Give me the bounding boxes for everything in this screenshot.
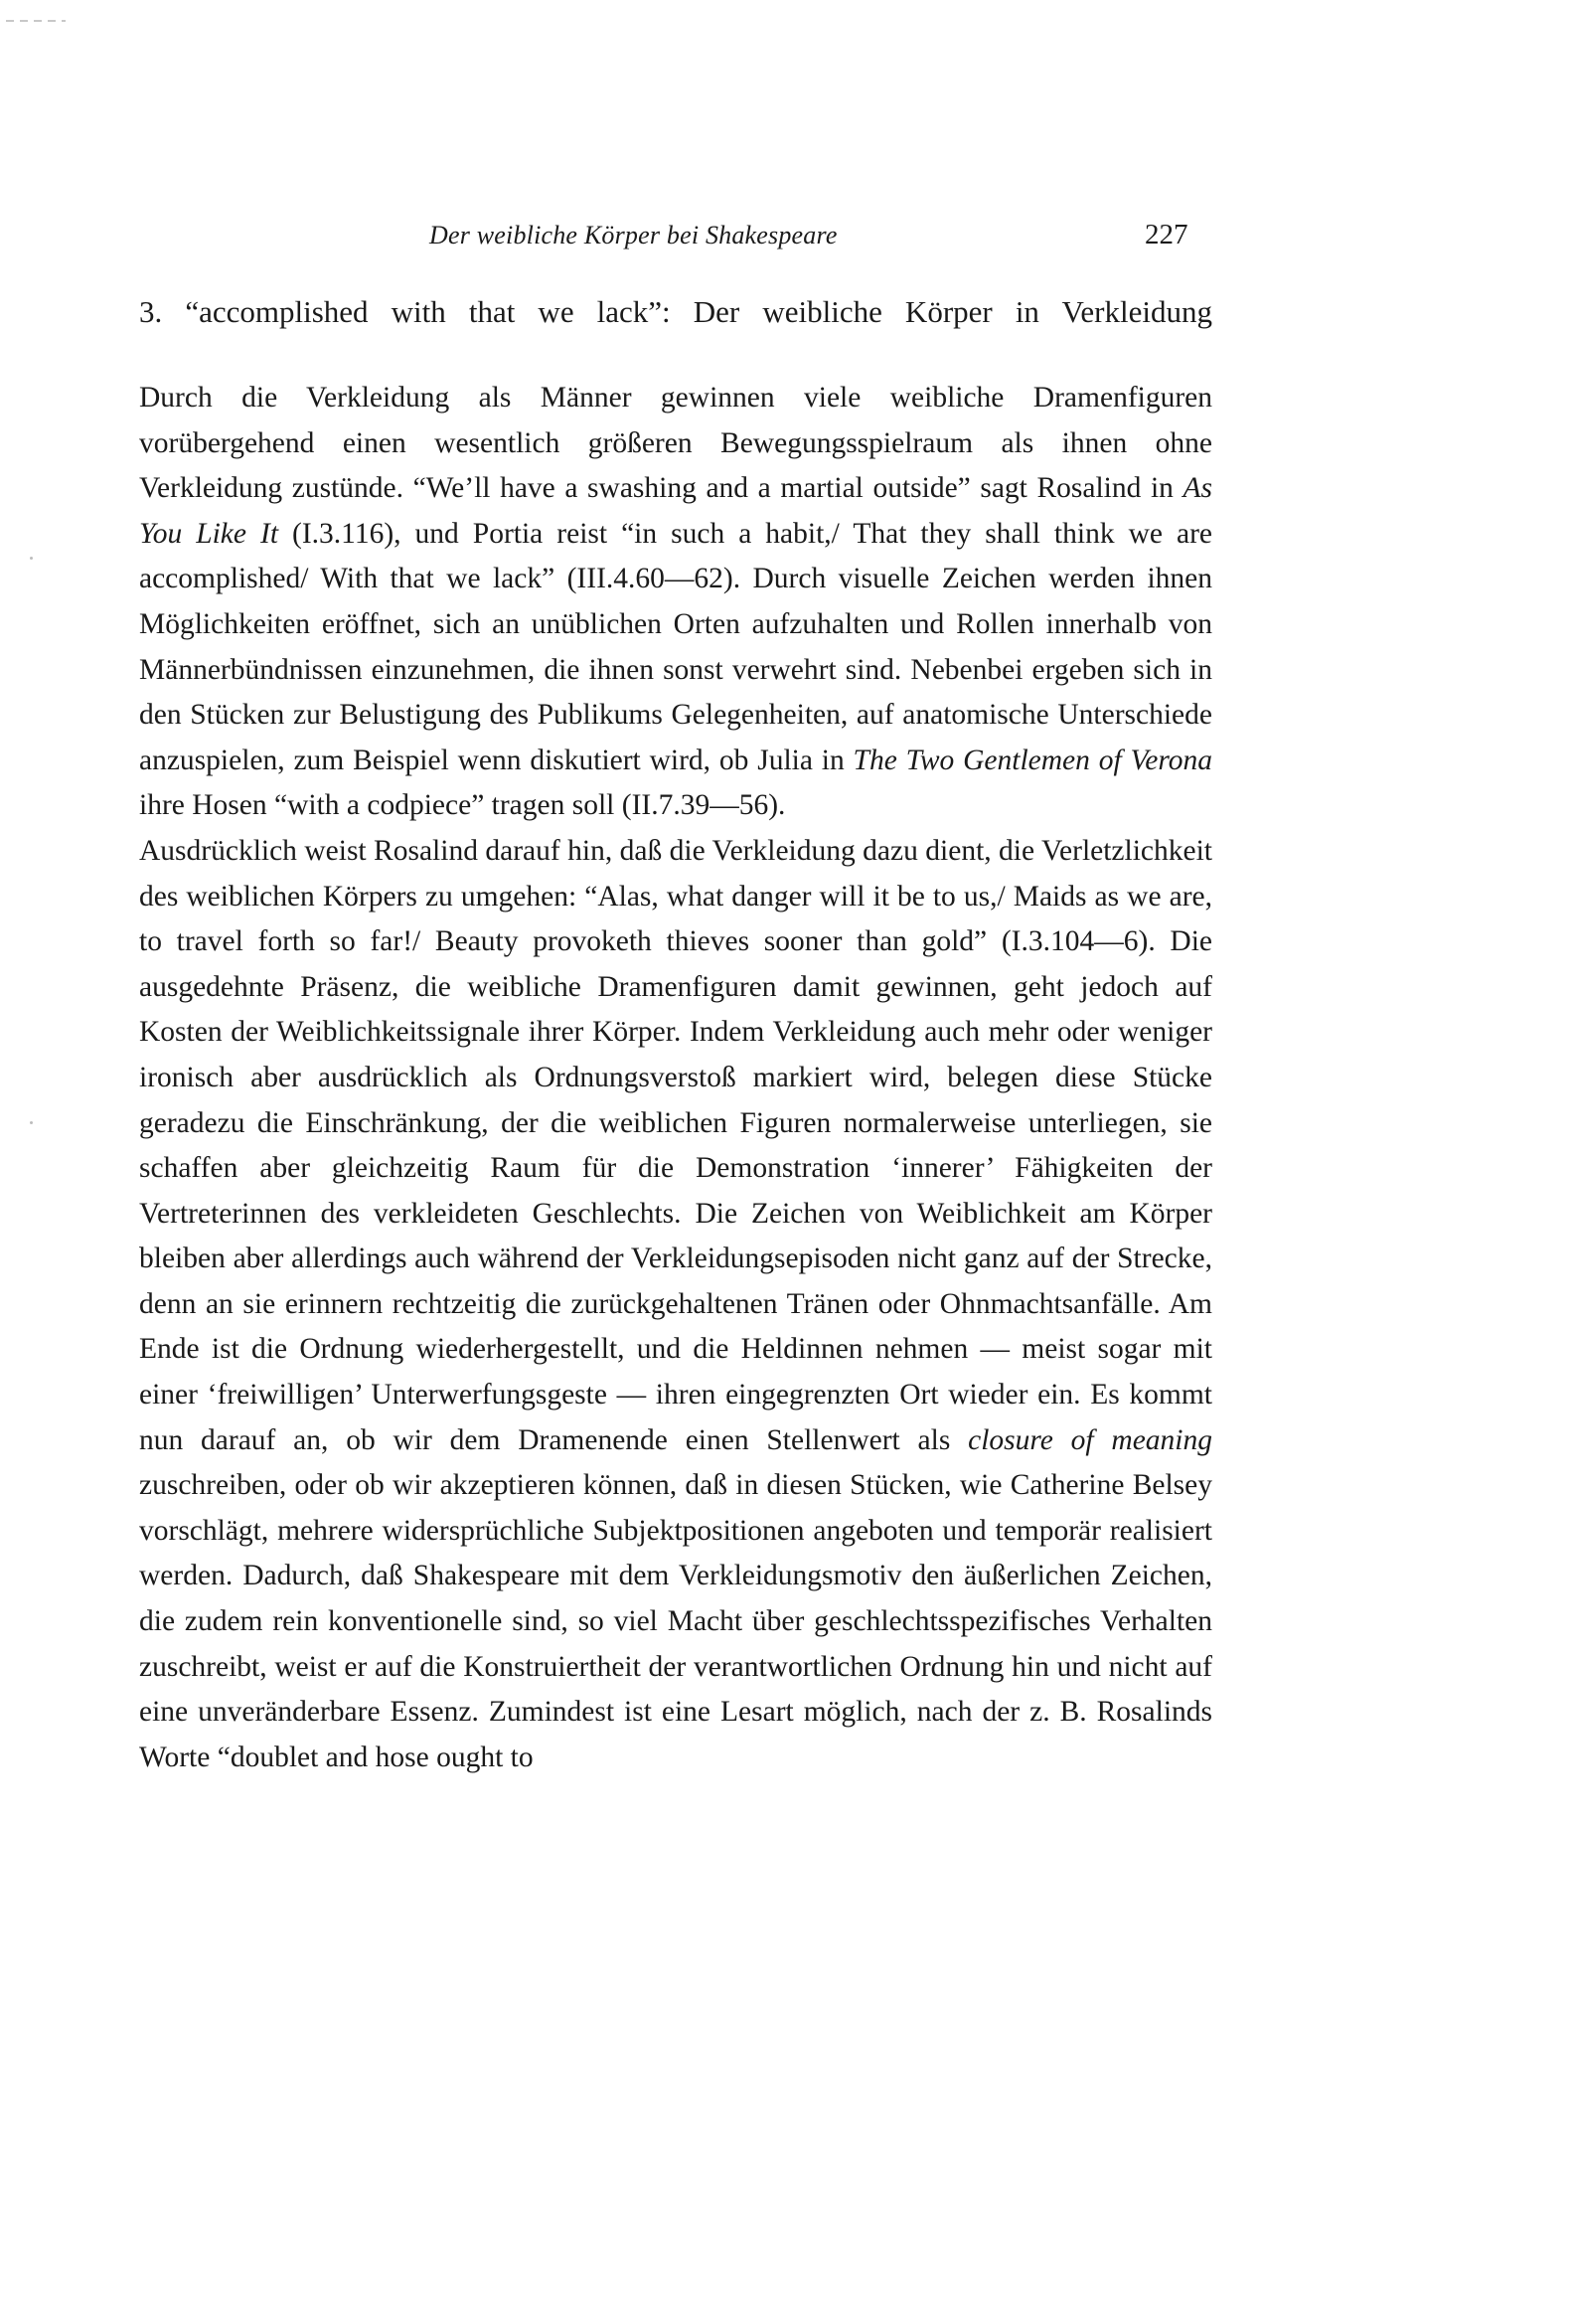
scan-artifact	[6, 20, 66, 22]
section-heading: 3. “accomplished with that we lack”: Der weibliche Körper in Verkleidung	[139, 294, 1212, 329]
scan-speck	[30, 557, 33, 560]
text-segment: (I.3.116), und Portia reist “in such a habit,/ That they shall think we are accomplished/ With that we lack” (III.4.60—62). Durch visuelle Zeichen werden ihnen Möglichkeiten eröffnet, sich an unüblichen Orten aufzuhalten und Rollen innerhalb von Männerbündnissen einzunehmen, die ihnen sonst verwehrt sind. Nebenbei ergeben sich in den Stücken zur Belustigung des Publikums Gelegenheiten, auf anatomische Unterschiede anzuspielen, zum Beispiel wenn diskutiert wird, ob Julia in	[139, 517, 1212, 776]
paragraph	[139, 829, 1212, 1780]
play-title: As You Like It	[139, 472, 1212, 550]
text-segment: zuschreiben, oder ob wir akzeptieren können, daß in diesen Stücken, wie Catherine Belsey vorschlägt, mehrere widersprüchliche Subjektpositionen angeboten und temporär realisiert werden. Dadurch, daß Shakespeare mit dem Verkleidungsmotiv den äußerlichen Zeichen, die zudem rein konventionelle sind, so viel Macht über geschlechtsspezifisches Verhalten zuschreibt, weist er auf die Konstruiertheit der verantwortlichen Ordnung hin und nicht auf eine unveränderbare Essenz. Zumindest ist eine Lesart möglich, nach der z. B. Rosalinds Worte “doublet and hose ought to	[139, 1469, 1212, 1773]
text-segment: ihre Hosen “with a codpiece” tragen soll (II.7.39—56).	[139, 789, 786, 822]
page-number: 227	[1145, 219, 1188, 250]
emphasized-term: closure of meaning	[968, 1423, 1212, 1456]
play-title: The Two Gentlemen of Verona	[853, 744, 1212, 776]
paragraph	[139, 376, 1212, 829]
body-text	[139, 376, 1212, 1780]
scan-speck	[30, 1121, 33, 1124]
running-head-title: Der weibliche Körper bei Shakespeare	[429, 221, 838, 249]
text-segment: Durch die Verkleidung als Männer gewinnen viele weibliche Dramenfiguren vorübergehend einen wesentlich größeren Bewegungsspielraum als ihnen ohne Verkleidung zustünde. “We’ll have a swashing and a martial outside” sagt Rosalind in	[139, 382, 1212, 505]
text-segment: Ausdrücklich weist Rosalind darauf hin, daß die Verkleidung dazu dient, die Verletzlichkeit des weiblichen Körpers zu umgehen: “Alas, what danger will it be to us,/ Maids as we are, to travel forth so far!/ Beauty provoketh thieves sooner than gold” (I.3.104—6). Die ausgedehnte Präsenz, die weibliche Dramenfiguren damit gewinnen, geht jedoch auf Kosten der Weiblichkeitssignale ihrer Körper. Indem Verkleidung auch mehr oder weniger ironisch aber ausdrücklich als Ordnungsverstoß markiert wird, belegen diese Stücke geradezu die Einschränkung, der die weiblichen Figuren normalerweise unterliegen, sie schaffen aber gleichzeitig Raum für die Demonstration ‘innerer’ Fähigkeiten der Vertreterinnen des verkleideten Geschlechts. Die Zeichen von Weiblichkeit am Körper bleiben aber allerdings auch während der Verkleidungsepisoden nicht ganz auf der Strecke, denn an sie erinnern rechtzeitig die zurückgehaltenen Tränen oder Ohnmachtsanfälle. Am Ende ist die Ordnung wiederhergestellt, und die Heldinnen nehmen — meist sogar mit einer ‘freiwilligen’ Unterwerfungsgeste — ihren eingegrenzten Ort wieder ein. Es kommt nun darauf an, ob wir dem Dramenende einen Stellenwert als	[139, 834, 1212, 1456]
